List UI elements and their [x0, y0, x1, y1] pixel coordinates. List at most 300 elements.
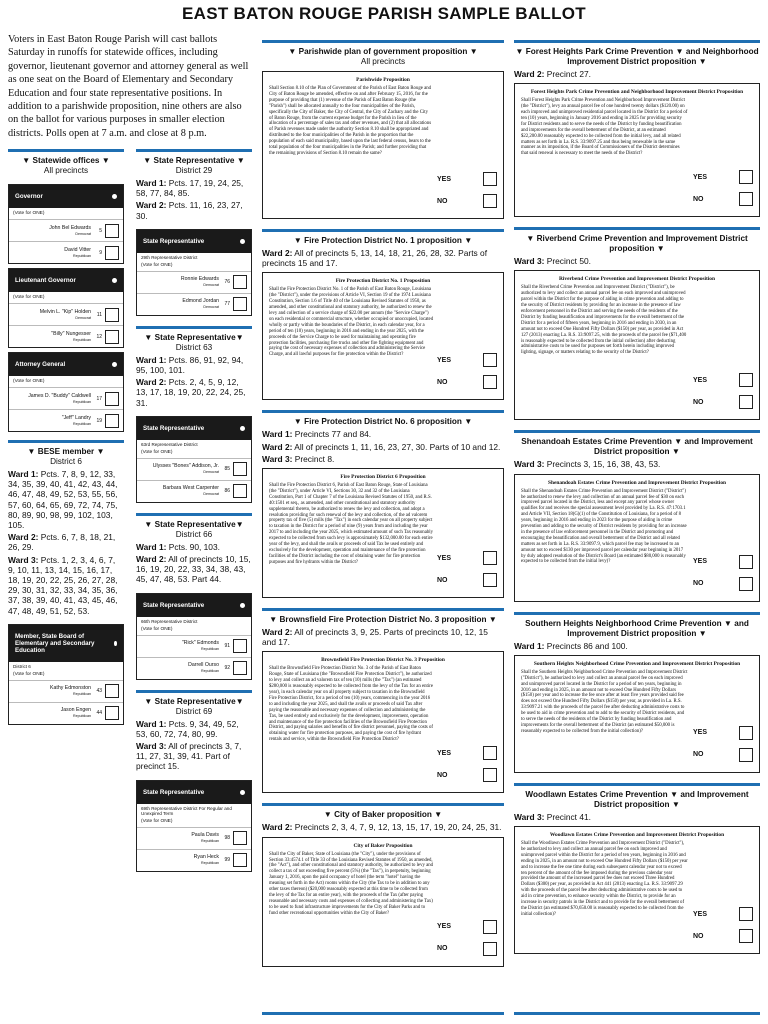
race-district: 69th Representative District For Regular and Unexpired Term: [141, 805, 232, 816]
section-header: [514, 40, 760, 67]
candidate-row: [9, 303, 123, 325]
ward-line: [8, 469, 124, 530]
ward-line: [262, 627, 504, 647]
proposition-section: [514, 430, 760, 601]
section-header: [262, 40, 504, 67]
candidate-checkbox[interactable]: [105, 414, 119, 428]
candidate-name-text: Paula Davis: [191, 832, 219, 839]
yes-no-options: [437, 742, 497, 786]
ward-line: [514, 69, 760, 79]
yes-checkbox[interactable]: [739, 170, 753, 184]
proposition-title: Fire Protection District 6 Proposition: [340, 474, 426, 481]
ward-label: Ward 1:: [8, 469, 39, 479]
candidate-name-text: "Rick" Edmonds: [181, 640, 219, 647]
race-title-bar: [137, 230, 251, 253]
bottom-rule: [514, 1012, 760, 1015]
candidate-checkbox[interactable]: [233, 275, 247, 289]
no-checkbox[interactable]: [483, 768, 497, 782]
candidate-checkbox[interactable]: [233, 639, 247, 653]
race-district: 66th Representative District: [141, 618, 198, 624]
ward-precincts: Pcts. 7, 8, 9, 12, 33, 34, 35, 39, 40, 41, 42, 43, 44, 46, 47, 48, 49, 52, 53, 55, 56, 57, 60, 64, 65, 69, 72, 74, 75, 80, 89, 90, 98, 99, 102, 103, 105.: [8, 469, 118, 531]
vote-instruction: (Vote for ONE): [13, 671, 45, 677]
section-subtitle: All precincts: [360, 57, 406, 66]
no-checkbox[interactable]: [483, 375, 497, 389]
candidate-party: Republican: [73, 253, 91, 258]
candidate-party: Democrat: [75, 315, 91, 320]
race-title: Lieutenant Governor: [15, 277, 76, 284]
yes-no-options: [693, 722, 753, 766]
candidate-checkbox[interactable]: [105, 684, 119, 698]
ward-line: [136, 178, 252, 198]
candidate-name: [13, 685, 95, 697]
no-option: [693, 925, 753, 947]
yes-option: [693, 903, 753, 925]
yes-label: YES: [437, 175, 452, 183]
proposition-title: Shenandoah Estates Crime Prevention and Improvement District Proposition: [547, 479, 727, 486]
candidate-number: 92: [224, 665, 230, 672]
section-header: [514, 783, 760, 810]
representatives-column: [136, 149, 252, 872]
candidate-row: [9, 409, 123, 431]
candidate-checkbox[interactable]: [105, 392, 119, 406]
ward-label: Ward 3:: [8, 554, 39, 565]
yes-checkbox[interactable]: [739, 726, 753, 740]
proposition-ballot-box: [262, 71, 504, 219]
yes-label: YES: [437, 749, 452, 757]
candidate-name: [13, 331, 95, 343]
ward-line: [514, 256, 760, 266]
candidate-name: [141, 854, 223, 866]
no-checkbox[interactable]: [739, 929, 753, 943]
proposition-ballot-box: [514, 826, 760, 954]
section-title: ▼ Fire Protection District No. 6 proposition ▼: [293, 417, 473, 427]
bullet-icon: [112, 278, 117, 283]
ward-line: [8, 532, 124, 552]
proposition-ballot-box: [262, 651, 504, 793]
no-label: NO: [693, 195, 704, 203]
proposition-text: Shall Section 8.10 of the Plan of Government of the Parish of East Baton Rouge and City of Baton Rouge be amended, effective on and after February 15, 2016, for the purpose of providing that (1) revenue of the Parish of East Baton Rouge (the "Parish") shall be allocated annually to the four municipalities of the Parish, specifically the City of Baker, the City of Central, the City of Zachary and the City of Baton Rouge, from the current expense budget for the Parish in lieu of the allocation of a percentage of sales tax and other revenues, and (2) that all allocations of Parish revenues made under the authority Section 8.10 shall be appropriated and distributed to the four municipalities of the Parish in the proportion that the population of each said municipality, based upon the last federal census, bears to the total population of the four municipalities in the Parish; and further providing that the remaining provisions of Section 8.10 remain the same?: [269, 86, 432, 156]
proposition-ballot-box: [514, 83, 760, 217]
proposition-text: Shall the Riverbend Crime Prevention and Improvement District ("District"), be authorized to levy and collect an annual parcel fee on each improved and unimproved parcel within the District for the purpose of aiding in crime prevention and adding to the security of District residents by providing for an increase in the presence of law enforcement personnel in the District and serving the needs of the residents of the District by funding beautification and improvements for the overall betterment of the District for a period of fifteen years, beginning in 2016 and ending in 2030, in an amount not to exceed One Hundred Fifty Dollars ($150) per year, as provided in Act 127 (2013) enacting La. R.S. 33:9097.25, with the proceeds of the parcel fee ($71,400 is reasonably expected to be collected from the initial collection) after deducting administrative costs to be used for purposes set forth herein including improved lighting, signage, or matters relating to the security of the District?: [521, 285, 687, 356]
intro-paragraph: Voters in East Baton Rouge Parish will cast ballots Saturday in runoffs for statewide offices, including governor, lieutenant governor and attorney general as well as one seat on the Board of Elementary and Secondary Education and four state representative positions. In addition to a parishwide proposition, nine others are also on the ballot for various purposes in smaller election districts. Polls open at 7 a.m. and close at 8 p.m.: [8, 34, 249, 139]
bullet-icon: [240, 790, 245, 795]
race-title-bar: [9, 269, 123, 292]
section-header: [136, 690, 252, 717]
no-checkbox[interactable]: [483, 942, 497, 956]
yes-option: [437, 916, 497, 938]
section-header: [8, 440, 124, 467]
candidate-checkbox[interactable]: [233, 462, 247, 476]
proposition-text: Shall the Woodlawn Estates Crime Prevention and Improvement District ("District"), be authorized to levy and collect an annual parcel fee on each improved and unimproved parcel within the District for a period of ten years, beginning in 2016 and ending in 2025, in an amount not to exceed One Hundred Fifty Dollars ($150) per year and to increase the fee one time during each subsequent calendar year not to exceed ten percent of the amount of the fee imposed during the previous calendar year provided the amount of the increased parcel fee does not exceed Three Hundred Dollars ($300) per year, as provided in Act 441 (2013) enacting La. R.S. 33:9097.29 with the proceeds of the parcel fee after deducting administrative costs to be used to aid in crime prevention, to enhance security within the District, to provide for an increase in security patrols in the District and to provide for the overall betterment of the District (an estimated $70,650.00 is reasonably expected to be collected from the initial collection)?: [521, 841, 688, 917]
candidate-name: [141, 640, 223, 652]
bottom-rule: [262, 1012, 504, 1015]
yes-label: YES: [693, 729, 708, 737]
proposition-section: [514, 40, 760, 217]
candidate-name: [141, 463, 223, 475]
candidate-name: [141, 662, 223, 674]
vote-instruction: (Vote for ONE): [13, 295, 45, 300]
yes-option: [693, 166, 753, 188]
race-title: Member, State Board of Elementary and Secondary Education: [15, 632, 95, 654]
no-option: [693, 391, 753, 413]
yes-checkbox[interactable]: [739, 907, 753, 921]
ward-label: Ward 3:: [136, 741, 167, 752]
section-subtitle: District 63: [175, 342, 213, 352]
yes-no-options: [693, 551, 753, 595]
ward-precincts: Pcts. 86, 91, 92, 94, 95, 100, 101.: [136, 354, 244, 376]
yes-no-options: [693, 903, 753, 947]
section-title: ▼ State Representative▼: [144, 519, 244, 529]
yes-checkbox[interactable]: [483, 172, 497, 186]
section-header: [136, 149, 252, 176]
no-option: [437, 371, 497, 393]
proposition-ballot-box: [262, 837, 504, 967]
ward-precincts: Pcts. 17, 19, 24, 25, 58, 77, 84, 85.: [136, 178, 244, 199]
yes-checkbox[interactable]: [739, 373, 753, 387]
rep-section: [136, 690, 252, 872]
ward-precincts: Pcts. 2, 4, 5, 9, 12, 13, 17, 18, 19, 20, 22, 24, 25, 31.: [136, 377, 246, 408]
section-subtitle: District 29: [175, 166, 213, 175]
ward-label: Ward 2:: [262, 248, 293, 258]
ward-label: Ward 1:: [136, 541, 167, 552]
candidate-name: [13, 309, 95, 321]
candidate-name-text: Ryan Heck: [193, 854, 219, 861]
candidate-party: Republican: [73, 692, 91, 697]
candidate-row: [9, 241, 123, 263]
candidate-name-text: "Billy" Nungesser: [51, 330, 91, 337]
no-label: NO: [437, 197, 448, 205]
no-checkbox[interactable]: [739, 192, 753, 206]
ward-line: [136, 200, 252, 220]
yes-no-options: [693, 166, 753, 210]
ward-line: [136, 741, 252, 772]
no-option: [693, 744, 753, 766]
ward-label: Ward 3:: [262, 453, 293, 464]
rep-section: [136, 149, 252, 316]
no-option: [437, 190, 497, 212]
ward-line: [136, 719, 252, 739]
bullet-icon: [240, 239, 245, 244]
section-header: [262, 608, 504, 625]
ward-line: [262, 822, 504, 832]
ward-precincts: Pcts. 90, 103.: [168, 541, 220, 552]
section-header: [262, 410, 504, 427]
candidate-party: Democrat: [203, 492, 219, 497]
ward-precincts: Precinct 8.: [294, 453, 335, 464]
yes-label: YES: [693, 558, 708, 566]
proposition-ballot-box: [514, 270, 760, 420]
section-title: ▼ Statewide offices ▼: [22, 156, 110, 165]
rep-section: [136, 326, 252, 503]
proposition-title: Fire Protection District No. 1 Proposition: [335, 278, 431, 285]
yes-checkbox[interactable]: [483, 746, 497, 760]
race-ballot-box: [8, 352, 124, 432]
candidate-name: [13, 247, 95, 259]
section-subtitle: District 69: [175, 706, 213, 716]
candidate-name-text: David Vitter: [64, 246, 91, 253]
vote-instruction: (Vote for ONE): [13, 379, 45, 384]
propositions-column-b: [514, 40, 760, 954]
candidate-row: [137, 827, 251, 849]
candidate-party: Republican: [201, 647, 219, 652]
race-title: State Representative: [143, 424, 205, 432]
candidate-name: [141, 485, 223, 497]
statewide-column: [8, 149, 124, 725]
ward-label: Ward 2:: [514, 69, 545, 79]
vote-instruction: (Vote for ONE): [141, 818, 173, 824]
candidate-number: 98: [224, 835, 230, 842]
proposition-section: [262, 803, 504, 966]
proposition-title: Riverbend Crime Prevention and Improvement District Proposition: [558, 276, 715, 283]
bullet-icon: [240, 426, 245, 431]
yes-option: [437, 168, 497, 190]
candidate-number: 99: [224, 857, 230, 864]
yes-label: YES: [693, 910, 708, 918]
candidate-number: 12: [96, 333, 102, 340]
yes-checkbox[interactable]: [483, 920, 497, 934]
ward-label: Ward 2:: [136, 200, 167, 211]
candidate-name-text: "Jeff" Landry: [61, 414, 91, 421]
proposition-section: [262, 410, 504, 598]
no-checkbox[interactable]: [739, 395, 753, 409]
race-title: Governor: [15, 193, 43, 200]
section-subtitle: District 6: [50, 457, 82, 466]
ward-label: Ward 3:: [514, 459, 545, 470]
ward-precincts: All of precincts 5, 13, 14, 18, 21, 26, 28, 32. Parts of precincts 15 and 17.: [262, 248, 488, 269]
candidate-party: Democrat: [203, 305, 219, 310]
ward-label: Ward 2:: [262, 822, 293, 833]
candidate-name-text: Barbara West Carpenter: [162, 485, 219, 492]
yes-label: YES: [437, 554, 452, 562]
ward-line: [514, 641, 760, 651]
bullet-icon: [112, 194, 117, 199]
race-title-bar: [137, 594, 251, 617]
proposition-title: Southern Heights Neighborhood Crime Prevention and Improvement District Proposition: [533, 660, 741, 667]
rep-section: [136, 513, 252, 680]
ward-precincts: Pcts. 6, 7, 8, 18, 21, 26, 29.: [8, 532, 116, 553]
race-title: State Representative: [143, 788, 205, 796]
candidate-checkbox[interactable]: [105, 224, 119, 238]
yes-label: YES: [437, 356, 452, 364]
proposition-section: [262, 40, 504, 219]
ward-line: [514, 812, 760, 822]
ward-label: Ward 1:: [136, 354, 167, 365]
proposition-title: Brownsfield Fire Protection District No. 3 Proposition: [321, 657, 445, 664]
yes-checkbox[interactable]: [483, 551, 497, 565]
candidate-party: Republican: [201, 669, 219, 674]
candidate-row: [9, 702, 123, 724]
ward-label: Ward 3:: [514, 811, 545, 822]
candidate-name-text: James D. "Buddy" Caldwell: [28, 392, 91, 399]
candidate-checkbox[interactable]: [233, 853, 247, 867]
yes-option: [437, 547, 497, 569]
ward-precincts: Precincts 77 and 84.: [294, 429, 372, 440]
candidate-row: [137, 657, 251, 679]
candidate-party: Democrat: [203, 283, 219, 288]
candidate-name-text: Jason Engen: [60, 707, 91, 714]
candidate-party: Republican: [73, 337, 91, 342]
no-checkbox[interactable]: [739, 748, 753, 762]
ward-line: [136, 377, 252, 408]
yes-no-options: [693, 369, 753, 413]
ward-precincts: Pcts. 9, 34, 49, 52, 53, 60, 72, 74, 80, 99.: [136, 718, 239, 739]
candidate-party: Democrat: [203, 470, 219, 475]
yes-checkbox[interactable]: [483, 353, 497, 367]
ward-label: Ward 2:: [136, 377, 167, 388]
candidate-party: Republican: [201, 861, 219, 866]
ward-line: [514, 459, 760, 469]
ward-precincts: Precincts 86 and 100.: [546, 640, 628, 651]
section-title: ▼ State Representative ▼: [143, 156, 245, 165]
no-option: [693, 573, 753, 595]
proposition-title: City of Baker Proposition: [353, 842, 413, 849]
candidate-number: 85: [224, 466, 230, 473]
section-header: [514, 227, 760, 254]
candidate-name-text: Kathy Edmonston: [50, 685, 91, 692]
ward-precincts: Precinct 41.: [546, 811, 591, 822]
ward-precincts: Pcts. 1, 2, 3, 4, 6, 7, 9, 10, 11, 13, 14, 15, 16, 17, 18, 19, 20, 22, 25, 26, 27, 28, 29, 30, 31, 32, 33, 34, 35, 36, 37, 38, 39, 40, 41, 43, 45, 46, 47, 48, 49, 51, 52, 53.: [8, 554, 118, 616]
ward-precincts: Precincts 3, 15, 16, 38, 43, 53.: [546, 459, 661, 470]
proposition-title: Woodlawn Estates Crime Prevention and Improvement District Proposition: [549, 832, 725, 839]
yes-option: [693, 722, 753, 744]
race-title: State Representative: [143, 237, 205, 245]
ward-label: Ward 2:: [262, 627, 293, 638]
ward-label: Ward 1:: [514, 640, 545, 651]
race-district: 63rd Representative District: [141, 441, 198, 447]
ward-precincts: Precinct 27.: [546, 69, 591, 79]
yes-label: YES: [693, 173, 708, 181]
proposition-text: Shall Forest Heights Park Crime Prevention and Neighborhood Improvement District (the "District"), levy an annual parcel fee of one hundred twenty dollars ($120.00) on each improved and unimproved residential parcel located in the District for a period of ten (10) years, beginning in January 2016 and ending in 2025 for providing security for District residents and to serve the needs of the District by funding beautification and improvements for the overall betterment of the District, at an estimated $22,200.00 reasonably expected to be collected from the initial levy, and all related matters as set forth in La. R.S. 33:9097.25 and thus being renewable in the same manner as its imposition, if the Board of Commissioners of the District determines that said renewal is necessary to meet the needs of the District?: [521, 98, 688, 157]
proposition-text: Shall the Fire Protection District No. 1 of the Parish of East Baton Rouge, Louisiana (the "District"), under the provisions of Article VI, Section 19 of the 1974 Louisiana Constitution, Section 1.6 of Title 40 of the Louisiana Revised Statutes of 1950, as amended, and other constitutional and statutory authority, be authorized to renew the levy and collection of a service charge of $22.00 per annum (the "Service Charge") on each residential or commercial structure, whether occupied or unoccupied, located wholly or partly within the boundaries of the District, in each calendar year, for a period of ten (10) years, beginning in 2016 and ending in the year 2025, with the proceeds of the Service Charge to be used for maintaining and operating fire protection facilities, purchasing fire trucks and other fire fighting equipment and paying the cost of necessary expenses of collection and administering the Service Charge, and all lawful purposes for fire protection within the District?: [269, 287, 434, 358]
race-ballot-box: [136, 416, 252, 503]
proposition-section: [262, 608, 504, 793]
candidate-checkbox[interactable]: [233, 297, 247, 311]
proposition-text: Shall the Brownsfield Fire Protection District No. 3 of the Parish of East Baton Rouge, State of Louisiana (the "Brownsfield Fire Protection District"), be authorized to levy and collect an ad valorem tax of ten (10) mills (the "Tax") (an estimated $280,000 is reasonably expected to be collected from the levy of the Tax for an entire year), in each calendar year on all property subject to taxation in the Brownsfield Fire Protection District, for a period of ten (10) years, commencing in the year 2016 to and including the year 2025, and shall the avails or proceeds of said Tax after paying the reasonable and necessary expenses of collection and administering the Tax, be used entirely and exclusively for the development, improvement, operation and maintenance of the fire protection facilities of the Brownsfield Fire Protection District, and paying salaries and benefits of fire district personnel, paying the costs of obtaining water for fire protection purposes, and paying the cost of fire hydrant rentals and service, within the Brownsfield Fire Protection District?: [269, 666, 433, 743]
section-title: Southern Heights Neighborhood Crime Prevention ▼ and Improvement District proposition ▼: [525, 618, 749, 638]
candidate-number: 5: [99, 227, 102, 234]
candidate-party: Republican: [73, 399, 91, 404]
no-checkbox[interactable]: [483, 194, 497, 208]
proposition-title: Parishwide Proposition: [356, 77, 410, 83]
race-title-bar: [9, 353, 123, 376]
candidate-checkbox[interactable]: [105, 330, 119, 344]
race-title-bar: [9, 625, 123, 662]
section-title: ▼ State Representative▼: [144, 332, 244, 342]
race-district: District 6: [13, 663, 31, 669]
section-title: ▼ BESE member ▼: [27, 447, 105, 456]
section-title: ▼ Brownsfield Fire Protection District No. 3 proposition ▼: [269, 615, 497, 625]
candidate-checkbox[interactable]: [105, 308, 119, 322]
race-title: State Representative: [143, 601, 205, 609]
candidate-party: Democrat: [75, 231, 91, 236]
candidate-checkbox[interactable]: [233, 661, 247, 675]
candidate-name-text: Darrell Ourso: [188, 662, 219, 669]
ward-line: [136, 355, 252, 375]
candidate-checkbox[interactable]: [233, 484, 247, 498]
race-ballot-box: [136, 780, 252, 872]
yes-option: [693, 369, 753, 391]
yes-no-options: [437, 168, 497, 212]
race-district: 29th Representative District: [141, 254, 198, 260]
candidate-checkbox[interactable]: [105, 706, 119, 720]
race-title-bar: [137, 417, 251, 440]
candidate-row: [9, 219, 123, 241]
ward-precincts: All of precincts 10, 15, 16, 19, 20, 22, 33, 34, 38, 43, 45, 47, 48, 53. Part 44.: [136, 554, 251, 585]
no-checkbox[interactable]: [483, 573, 497, 587]
no-label: NO: [693, 398, 704, 406]
section-header: [262, 803, 504, 820]
no-option: [693, 188, 753, 210]
candidate-number: 11: [96, 311, 102, 318]
yes-label: YES: [437, 923, 452, 931]
proposition-text: Shall the City of Baker, State of Louisiana (the "City"), under the provisions of Section 33:4574.1 of Title 33 of the Louisiana Revised Statutes of 1950, as amended, (the "Act"), and other constitutional and statutory authority, be authorized to levy and collect a tax of not exceeding five percent (5%) (the "Tax"), in perpetuity, beginning January 1, 2016, upon the paid occupancy of hotel (the term "hotel" having the meaning set forth in the Act) rooms within the City (the Tax to be in addition to any other taxes thereon) ($20,000 reasonably expected at this time to be collected from the levy of the Tax for an entire year), with the proceeds of the Tax (after paying reasonable and necessary costs and expenses of collecting and administering the Tax) to be used to fund infrastructure improvements for the City of Baker Parks and to fund other recreational opportunities within the City of Baker?: [269, 851, 433, 916]
yes-no-options: [437, 349, 497, 393]
ward-label: Ward 1:: [136, 178, 167, 188]
section-title: ▼ Fire Protection District No. 1 proposition ▼: [293, 236, 473, 245]
vote-instruction: (Vote for ONE): [141, 449, 173, 455]
vote-instruction: (Vote for ONE): [141, 262, 173, 268]
ward-line: [8, 555, 124, 616]
yes-checkbox[interactable]: [739, 555, 753, 569]
no-option: [437, 764, 497, 786]
no-label: NO: [437, 771, 448, 779]
ward-line: [262, 248, 504, 268]
race-title-bar: [9, 185, 123, 208]
no-label: NO: [693, 580, 704, 588]
candidate-number: 76: [224, 279, 230, 286]
candidate-number: 91: [224, 643, 230, 650]
proposition-ballot-box: [262, 272, 504, 400]
ward-line: [262, 429, 504, 439]
vote-instruction: (Vote for ONE): [141, 626, 173, 632]
no-option: [437, 938, 497, 960]
no-option: [437, 569, 497, 591]
yes-option: [693, 551, 753, 573]
candidate-row: [9, 680, 123, 702]
candidate-number: 9: [99, 249, 102, 256]
no-label: NO: [693, 932, 704, 940]
candidate-party: Republican: [201, 839, 219, 844]
bullet-icon: [112, 362, 117, 367]
yes-no-options: [437, 916, 497, 960]
yes-label: YES: [693, 376, 708, 384]
yes-option: [437, 742, 497, 764]
no-label: NO: [693, 751, 704, 759]
no-checkbox[interactable]: [739, 577, 753, 591]
candidate-number: 19: [96, 417, 102, 424]
candidate-number: 17: [96, 395, 102, 402]
candidate-row: [137, 458, 251, 480]
candidate-number: 43: [96, 688, 102, 695]
ward-label: Ward 2:: [136, 554, 167, 565]
yes-option: [437, 349, 497, 371]
proposition-ballot-box: [514, 655, 760, 773]
section-header: [136, 326, 252, 353]
section-title: ▼ Forest Heights Park Crime Prevention ▼ and Neighborhood Improvement District proposition ▼: [515, 47, 759, 66]
section-title: ▼ Riverbend Crime Prevention and Improvement District proposition ▼: [526, 234, 748, 254]
candidate-name: [13, 707, 95, 719]
candidate-name: [141, 832, 223, 844]
race-title: Attorney General: [15, 361, 66, 368]
yes-no-options: [437, 547, 497, 591]
no-label: NO: [437, 378, 448, 386]
candidate-checkbox[interactable]: [233, 831, 247, 845]
section-title: ▼ Parishwide plan of government proposition ▼: [288, 47, 478, 56]
candidate-checkbox[interactable]: [105, 246, 119, 260]
ward-precincts: All of precincts 3, 9, 25. Parts of precincts 10, 12, 15 and 17.: [262, 627, 488, 648]
ward-precincts: All of precincts 3, 7, 11, 27, 31, 39, 41. Part of precinct 15.: [136, 741, 242, 772]
ward-precincts: Pcts. 11, 16, 23, 27, 30.: [136, 200, 243, 221]
